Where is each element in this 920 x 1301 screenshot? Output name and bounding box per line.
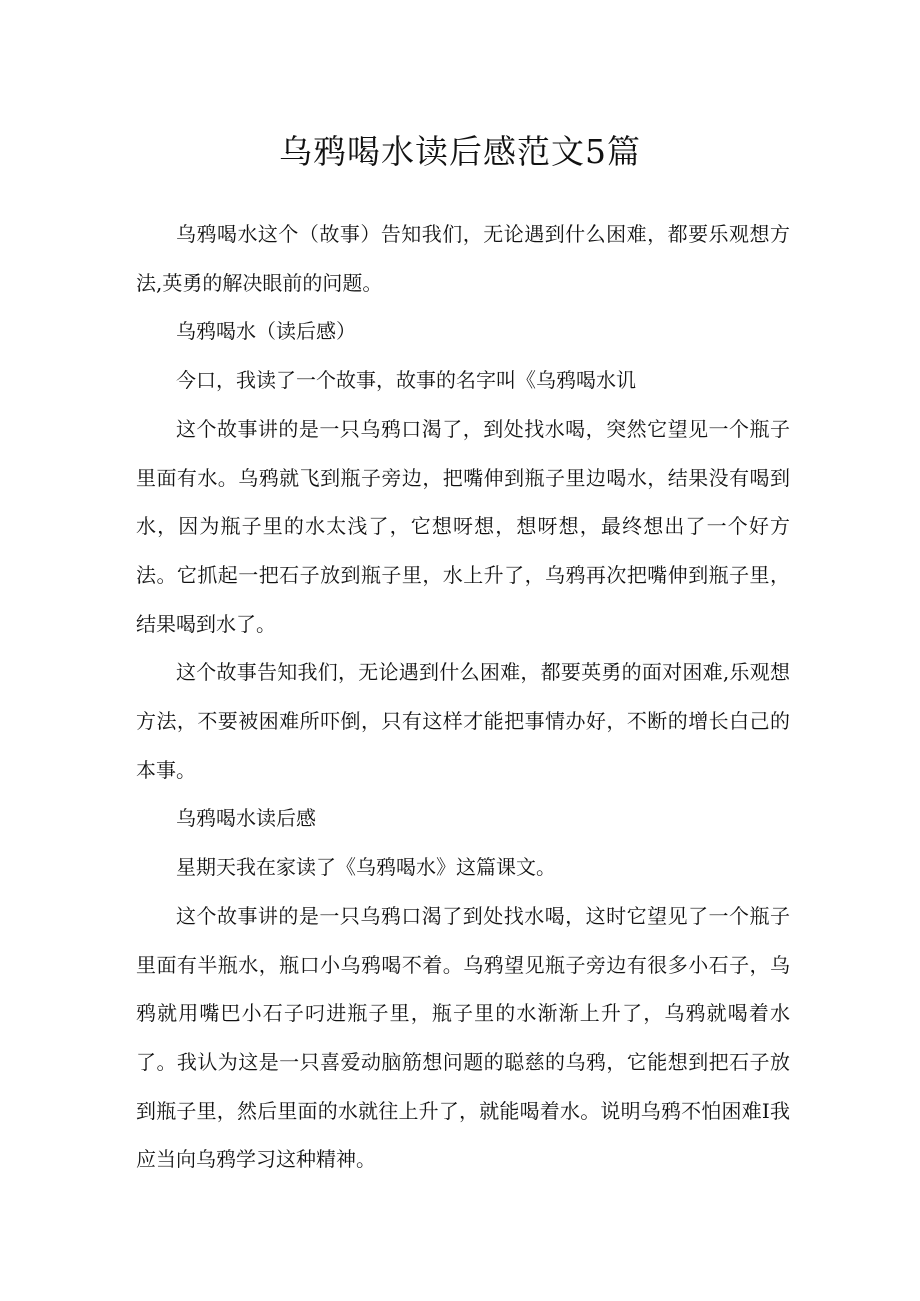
document-body — [136, 210, 790, 1184]
document-title: 乌鸦喝水读后感范文5篇 — [279, 132, 641, 171]
paragraph-8: 这个故事讲的是一只乌鸦口渴了到处找水喝，这时它望见了一个瓶子里面有半瓶水，瓶口小乌鸦喝不着。乌鸦望见瓶子旁边有很多小石子，乌鸦就用嘴巴小石子叼进瓶子里，瓶子里的水渐渐上升了，乌鸦就喝着水了。我认为这是一只喜爱动脑筋想问题的聪慈的乌鸦，它能想到把石子放到瓶子里，然后里面的水就往上升了，就能喝着水。说明乌鸦不怕困难I我应当向乌鸦学习这种精神。 — [136, 903, 790, 1172]
paragraph-4: 这个故事讲的是一只乌鸦口渴了，到处找水喝，突然它望见一个瓶子里面有水。乌鸦就飞到瓶子旁边，把嘴伸到瓶子里边喝水，结果没有喝到水，因为瓶子里的水太浅了，它想呀想，想呀想，最终想出了一个好方法。它抓起一把石子放到瓶子里，水上升了，乌鸦再次把嘴伸到瓶子里，结果喝到水了。 — [136, 416, 790, 636]
paragraph-7: 星期天我在家读了《乌鸦喝水》这篇课文。 — [176, 855, 556, 880]
paragraph-5: 这个故事告知我们，无论遇到什么困难，都要英勇的面对困难,乐观想方法，不要被困难所吓倒，只有这样才能把事情办好，不断的增长白己的本事。 — [136, 660, 790, 782]
paragraph-3: 今口，我读了一个故事，故事的名字叫《乌鸦喝水讥 — [176, 368, 636, 393]
paragraph-2-heading: 乌鸦喝水（读后感） — [176, 319, 356, 344]
paragraph-1: 乌鸦喝水这个（故事）告知我们，无论遇到什么困难，都要乐观想方法,英勇的解决眼前的问题。 — [136, 222, 790, 295]
paragraph-6-heading: 乌鸦喝水读后感 — [176, 806, 316, 831]
